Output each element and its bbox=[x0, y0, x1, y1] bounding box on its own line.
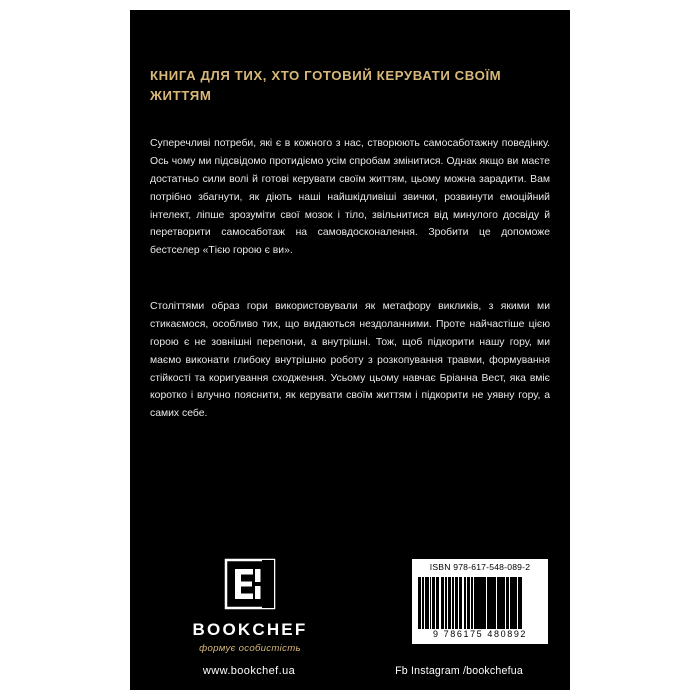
publisher-tagline: формує особистість bbox=[199, 643, 301, 654]
publisher-logo-block bbox=[170, 558, 330, 654]
barcode bbox=[412, 573, 548, 644]
social-links[interactable]: Fb Instagram /bookchefua bbox=[395, 665, 523, 677]
cover-headline: КНИГА ДЛЯ ТИХ, ХТО ГОТОВИЙ КЕРУВАТИ СВОЇМ ЖИТТЯМ bbox=[150, 68, 502, 104]
barcode-bars bbox=[418, 577, 542, 629]
cover-paragraph-2: Століттями образ гори використовували як метафору викликів, з якими ми стикаємося, особливо тих, що видаються нездоланними. Проте найчастіше цією горою є не зовнішні перепони, а внутрішні. Тож, щоб підкорити нашу гору, ми маємо виконати глибоку внутрішню роботу з розкопування травми, формування стійкості та коригування сходження. Усьому цьому навчає Бріанна Вест, яка вміє коротко і влучно пояснити, як керувати своїм життям і підкорити не уявну гору, а самих себе. bbox=[150, 301, 550, 420]
publisher-website[interactable]: www.bookchef.ua bbox=[202, 665, 296, 677]
isbn-label: ISBN 978-617-548-089-2 bbox=[412, 559, 548, 573]
publisher-name: BOOKCHEF bbox=[192, 620, 308, 639]
bookchef-logo-icon bbox=[224, 558, 276, 610]
cover-paragraph-1: Суперечливі потреби, які є в кожного з нас, створюють самосаботажну поведінку. Ось чому ми підсвідомо протидіємо усім спробам змінитися. Однак якщо ви маєте достатньо сили волі й готові керувати своїм життям, цьому можна зарадити. Вам потрібно збагнути, як діють наші найшкідливіші звички, розвинути емоційний інтелект, ліпше зрозуміти свої мозок і тіло, звільнитися від минулого досвіду й перетворити самосаботаж на самовдосконалення. Зробити це допоможе бестселер «Тією горою є ви». bbox=[150, 138, 550, 257]
isbn-block bbox=[412, 559, 548, 644]
barcode-digits: 9 786175 480892 bbox=[418, 629, 542, 642]
book-back-cover bbox=[130, 10, 570, 690]
